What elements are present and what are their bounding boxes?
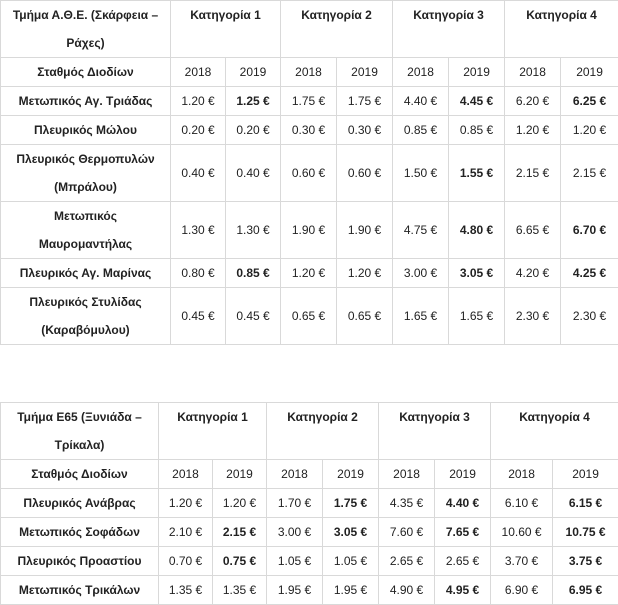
price-cell: [435, 576, 491, 605]
price-cell: 3.70 €: [491, 547, 553, 576]
price-cell: 6.90 €: [491, 576, 553, 605]
price-cell: 1.35 €: [213, 576, 267, 605]
year-cell: 2018: [379, 460, 435, 489]
station-name: Μετωπικός Σοφάδων: [1, 518, 159, 547]
section-title: Τμήμα Ε65 (Ξυνιάδα – Τρίκαλα): [1, 403, 159, 460]
price-cell: 1.30 €: [226, 202, 281, 259]
price-value: 2.15 €: [223, 525, 256, 539]
year-cell: 2018: [281, 58, 337, 87]
year-cell: 2019: [435, 460, 491, 489]
category-2-header: Κατηγορία 2: [281, 1, 393, 58]
price-value: 3.75 €: [569, 554, 602, 568]
price-value: 4.25 €: [573, 266, 606, 280]
price-cell: [323, 489, 379, 518]
price-cell: [226, 87, 281, 116]
price-cell: 1.35 €: [159, 576, 213, 605]
section-title: Τμήμα Α.Θ.Ε. (Σκάρφεια – Ράχες): [1, 1, 171, 58]
price-cell: 1.65 €: [393, 288, 449, 345]
price-cell: 0.85 €: [393, 116, 449, 145]
year-header-row: [1, 460, 618, 489]
price-cell: [561, 87, 618, 116]
price-cell: 1.20 €: [505, 116, 561, 145]
price-cell: 1.65 €: [449, 288, 505, 345]
price-value: 6.70 €: [573, 223, 606, 237]
table-row: [1, 547, 618, 576]
category-3-header: Κατηγορία 3: [393, 1, 505, 58]
table-header-row: [1, 403, 618, 460]
price-cell: 0.65 €: [337, 288, 393, 345]
price-cell: 0.85 €: [449, 116, 505, 145]
price-cell: 2.65 €: [379, 547, 435, 576]
year-cell: 2019: [553, 460, 618, 489]
station-name: Πλευρικός Ανάβρας: [1, 489, 159, 518]
price-cell: [449, 202, 505, 259]
category-3-header: Κατηγορία 3: [379, 403, 491, 460]
price-value: 10.75 €: [566, 525, 606, 539]
price-cell: [213, 547, 267, 576]
price-cell: 2.30 €: [561, 288, 618, 345]
price-value: 3.05 €: [460, 266, 493, 280]
category-1-header: Κατηγορία 1: [159, 403, 267, 460]
price-cell: 1.05 €: [323, 547, 379, 576]
price-cell: 10.60 €: [491, 518, 553, 547]
price-cell: 0.40 €: [171, 145, 226, 202]
price-cell: 3.00 €: [393, 259, 449, 288]
year-cell: 2018: [159, 460, 213, 489]
price-cell: 3.00 €: [267, 518, 323, 547]
price-cell: 1.30 €: [171, 202, 226, 259]
table-row: [1, 116, 618, 145]
price-value: 3.05 €: [334, 525, 367, 539]
price-cell: 4.20 €: [505, 259, 561, 288]
toll-table-e65: [0, 402, 618, 605]
price-cell: 2.65 €: [435, 547, 491, 576]
price-cell: 1.20 €: [561, 116, 618, 145]
price-cell: [323, 518, 379, 547]
price-cell: [435, 489, 491, 518]
price-cell: 1.05 €: [267, 547, 323, 576]
price-cell: 0.70 €: [159, 547, 213, 576]
price-cell: 0.20 €: [226, 116, 281, 145]
year-cell: 2019: [226, 58, 281, 87]
price-value: 1.55 €: [460, 166, 493, 180]
price-cell: 0.65 €: [281, 288, 337, 345]
station-name: Πλευρικός Μώλου: [1, 116, 171, 145]
station-name: Πλευρικός Στυλίδας (Καραβόμυλου): [1, 288, 171, 345]
price-cell: 2.10 €: [159, 518, 213, 547]
price-cell: 2.30 €: [505, 288, 561, 345]
price-value: 4.95 €: [446, 583, 479, 597]
price-cell: 0.30 €: [281, 116, 337, 145]
price-cell: 1.20 €: [337, 259, 393, 288]
price-cell: [553, 547, 618, 576]
year-cell: 2018: [171, 58, 226, 87]
price-value: 4.45 €: [460, 94, 493, 108]
price-cell: 6.65 €: [505, 202, 561, 259]
table-row: [1, 87, 618, 116]
table-row: [1, 518, 618, 547]
year-cell: 2018: [267, 460, 323, 489]
price-cell: 0.20 €: [171, 116, 226, 145]
price-cell: 1.95 €: [267, 576, 323, 605]
price-cell: 1.75 €: [337, 87, 393, 116]
table-row: [1, 576, 618, 605]
price-cell: [213, 518, 267, 547]
year-header-row: [1, 58, 618, 87]
table-row: [1, 489, 618, 518]
price-cell: [553, 576, 618, 605]
table-header-row: [1, 1, 618, 58]
price-cell: 4.35 €: [379, 489, 435, 518]
price-cell: [226, 259, 281, 288]
station-name: Πλευρικός Θερμοπυλών (Μπράλου): [1, 145, 171, 202]
price-cell: 0.80 €: [171, 259, 226, 288]
table-row: [1, 288, 618, 345]
price-cell: 1.70 €: [267, 489, 323, 518]
table-row: [1, 145, 618, 202]
price-cell: [449, 259, 505, 288]
price-value: 1.75 €: [334, 496, 367, 510]
price-value: 6.95 €: [569, 583, 602, 597]
price-cell: 6.10 €: [491, 489, 553, 518]
station-name: Πλευρικός Αγ. Μαρίνας: [1, 259, 171, 288]
table-row: [1, 259, 618, 288]
price-value: 0.85 €: [236, 266, 269, 280]
price-cell: 1.50 €: [393, 145, 449, 202]
price-cell: [435, 518, 491, 547]
price-cell: 4.90 €: [379, 576, 435, 605]
price-value: 6.15 €: [569, 496, 602, 510]
station-header: Σταθμός Διοδίων: [1, 58, 171, 87]
year-cell: 2018: [505, 58, 561, 87]
price-cell: 6.20 €: [505, 87, 561, 116]
station-header: Σταθμός Διοδίων: [1, 460, 159, 489]
price-cell: [449, 87, 505, 116]
category-4-header: Κατηγορία 4: [491, 403, 618, 460]
year-cell: 2019: [561, 58, 618, 87]
price-cell: 7.60 €: [379, 518, 435, 547]
price-cell: 1.90 €: [281, 202, 337, 259]
station-name: Μετωπικός Μαυρομαντήλας: [1, 202, 171, 259]
category-1-header: Κατηγορία 1: [171, 1, 281, 58]
price-cell: 1.95 €: [323, 576, 379, 605]
station-name: Μετωπικός Αγ. Τριάδας: [1, 87, 171, 116]
year-cell: 2018: [393, 58, 449, 87]
year-cell: 2019: [449, 58, 505, 87]
station-name: Πλευρικός Προαστίου: [1, 547, 159, 576]
price-cell: 1.20 €: [281, 259, 337, 288]
price-cell: 1.75 €: [281, 87, 337, 116]
price-value: 6.25 €: [573, 94, 606, 108]
price-cell: [561, 202, 618, 259]
price-cell: 4.40 €: [393, 87, 449, 116]
price-cell: 2.15 €: [505, 145, 561, 202]
price-cell: 0.60 €: [337, 145, 393, 202]
price-cell: [553, 489, 618, 518]
price-cell: 1.20 €: [159, 489, 213, 518]
price-cell: [449, 145, 505, 202]
price-cell: 4.75 €: [393, 202, 449, 259]
price-cell: 0.60 €: [281, 145, 337, 202]
price-value: 4.80 €: [460, 223, 493, 237]
price-value: 7.65 €: [446, 525, 479, 539]
price-cell: [553, 518, 618, 547]
year-cell: 2019: [323, 460, 379, 489]
price-cell: 1.20 €: [213, 489, 267, 518]
station-name: Μετωπικός Τρικάλων: [1, 576, 159, 605]
price-cell: 2.15 €: [561, 145, 618, 202]
price-cell: [561, 259, 618, 288]
price-cell: 1.90 €: [337, 202, 393, 259]
year-cell: 2019: [337, 58, 393, 87]
price-cell: 0.45 €: [226, 288, 281, 345]
price-value: 0.75 €: [223, 554, 256, 568]
price-cell: 1.20 €: [171, 87, 226, 116]
price-cell: 0.30 €: [337, 116, 393, 145]
price-cell: 0.45 €: [171, 288, 226, 345]
price-value: 4.40 €: [446, 496, 479, 510]
table-row: [1, 202, 618, 259]
price-cell: 0.40 €: [226, 145, 281, 202]
category-2-header: Κατηγορία 2: [267, 403, 379, 460]
year-cell: 2019: [213, 460, 267, 489]
category-4-header: Κατηγορία 4: [505, 1, 618, 58]
year-cell: 2018: [491, 460, 553, 489]
price-value: 1.25 €: [236, 94, 269, 108]
